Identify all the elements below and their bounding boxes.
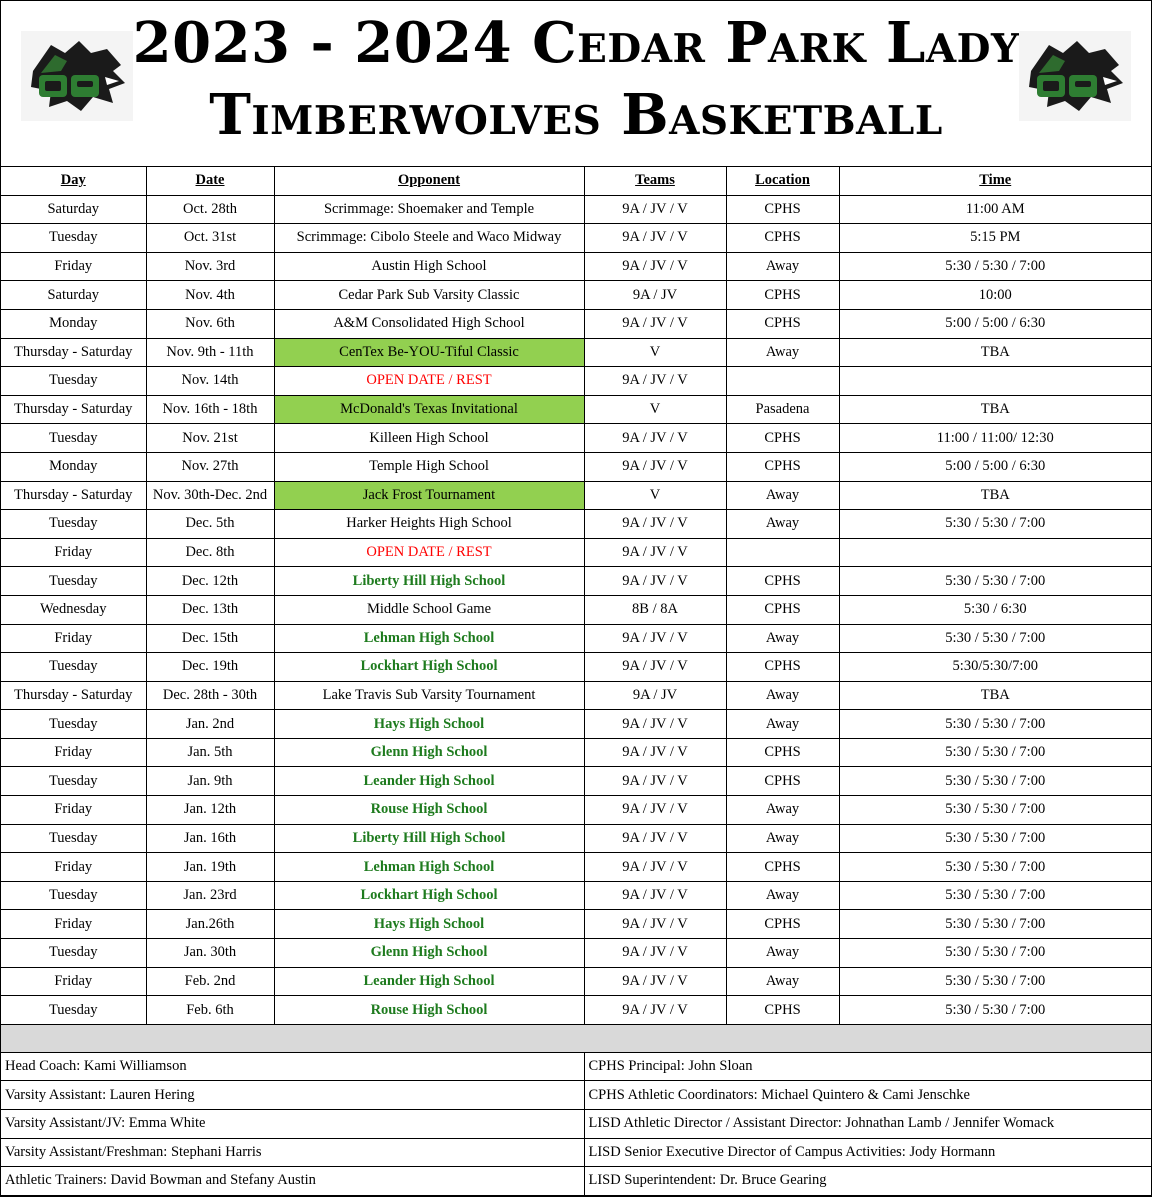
cell-location: Away bbox=[726, 824, 839, 853]
cell-day: Tuesday bbox=[1, 881, 146, 910]
cell-teams: 9A / JV / V bbox=[584, 624, 726, 653]
cell-opponent: McDonald's Texas Invitational bbox=[274, 395, 584, 424]
cell-day: Monday bbox=[1, 452, 146, 481]
table-row bbox=[1, 796, 1151, 825]
cell-time: TBA bbox=[839, 338, 1151, 367]
cell-location bbox=[726, 538, 839, 567]
cell-teams: 9A / JV / V bbox=[584, 252, 726, 281]
cell-date: Nov. 21st bbox=[146, 424, 274, 453]
table-row bbox=[1, 939, 1151, 968]
cell-opponent: Rouse High School bbox=[274, 996, 584, 1025]
cell-date: Dec. 12th bbox=[146, 567, 274, 596]
cell-location: Away bbox=[726, 510, 839, 539]
cell-opponent: Leander High School bbox=[274, 967, 584, 996]
cell-teams: V bbox=[584, 395, 726, 424]
column-header-teams: Teams bbox=[584, 167, 726, 195]
cell-time: 5:30 / 5:30 / 7:00 bbox=[839, 624, 1151, 653]
cell-date: Dec. 28th - 30th bbox=[146, 681, 274, 710]
cell-date: Jan. 19th bbox=[146, 853, 274, 882]
cell-time: 5:30 / 5:30 / 7:00 bbox=[839, 967, 1151, 996]
table-row bbox=[1, 767, 1151, 796]
cell-opponent: Hays High School bbox=[274, 910, 584, 939]
cell-time: 5:30 / 5:30 / 7:00 bbox=[839, 996, 1151, 1025]
cell-teams: V bbox=[584, 338, 726, 367]
cell-location: Away bbox=[726, 681, 839, 710]
cell-date: Dec. 15th bbox=[146, 624, 274, 653]
cell-location: CPHS bbox=[726, 595, 839, 624]
cell-location: CPHS bbox=[726, 424, 839, 453]
table-row bbox=[1, 653, 1151, 682]
cell-location: CPHS bbox=[726, 738, 839, 767]
cell-date: Jan. 16th bbox=[146, 824, 274, 853]
cell-opponent: Scrimmage: Cibolo Steele and Waco Midway bbox=[274, 224, 584, 253]
cell-opponent: Lehman High School bbox=[274, 853, 584, 882]
timberwolf-logo-icon bbox=[21, 31, 133, 121]
cell-time: 5:00 / 5:00 / 6:30 bbox=[839, 452, 1151, 481]
staff-left: Head Coach: Kami Williamson bbox=[1, 1052, 584, 1081]
table-row bbox=[1, 824, 1151, 853]
staff-row bbox=[1, 1138, 1151, 1167]
cell-opponent: Lake Travis Sub Varsity Tournament bbox=[274, 681, 584, 710]
cell-opponent: Harker Heights High School bbox=[274, 510, 584, 539]
cell-time: TBA bbox=[839, 395, 1151, 424]
cell-location: CPHS bbox=[726, 996, 839, 1025]
cell-teams: 9A / JV / V bbox=[584, 967, 726, 996]
table-row bbox=[1, 481, 1151, 510]
cell-location: Away bbox=[726, 338, 839, 367]
cell-location: CPHS bbox=[726, 452, 839, 481]
cell-location: Away bbox=[726, 967, 839, 996]
cell-day: Friday bbox=[1, 252, 146, 281]
table-row bbox=[1, 367, 1151, 396]
cell-teams: 9A / JV / V bbox=[584, 853, 726, 882]
cell-date: Dec. 19th bbox=[146, 653, 274, 682]
cell-day: Tuesday bbox=[1, 367, 146, 396]
cell-teams: 9A / JV / V bbox=[584, 309, 726, 338]
cell-date: Nov. 16th - 18th bbox=[146, 395, 274, 424]
cell-location: Away bbox=[726, 624, 839, 653]
cell-location: CPHS bbox=[726, 767, 839, 796]
cell-day: Saturday bbox=[1, 281, 146, 310]
cell-day: Tuesday bbox=[1, 824, 146, 853]
cell-day: Friday bbox=[1, 796, 146, 825]
cell-day: Tuesday bbox=[1, 510, 146, 539]
cell-opponent: Rouse High School bbox=[274, 796, 584, 825]
cell-date: Nov. 9th - 11th bbox=[146, 338, 274, 367]
cell-time: 11:00 AM bbox=[839, 195, 1151, 224]
table-row bbox=[1, 281, 1151, 310]
cell-time: 5:30 / 5:30 / 7:00 bbox=[839, 824, 1151, 853]
cell-time: 5:30 / 5:30 / 7:00 bbox=[839, 738, 1151, 767]
table-row bbox=[1, 424, 1151, 453]
cell-time: 5:30 / 5:30 / 7:00 bbox=[839, 510, 1151, 539]
cell-location: Away bbox=[726, 252, 839, 281]
table-row bbox=[1, 195, 1151, 224]
staff-row bbox=[1, 1167, 1151, 1196]
cell-opponent: Scrimmage: Shoemaker and Temple bbox=[274, 195, 584, 224]
header bbox=[1, 1, 1151, 167]
cell-time bbox=[839, 538, 1151, 567]
cell-opponent: Lockhart High School bbox=[274, 653, 584, 682]
spacer-row bbox=[1, 1024, 1151, 1052]
table-row bbox=[1, 595, 1151, 624]
cell-teams: 9A / JV / V bbox=[584, 939, 726, 968]
staff-left: Athletic Trainers: David Bowman and Stefany Austin bbox=[1, 1167, 584, 1196]
cell-date: Jan. 12th bbox=[146, 796, 274, 825]
cell-opponent: Killeen High School bbox=[274, 424, 584, 453]
cell-opponent: Lockhart High School bbox=[274, 881, 584, 910]
cell-teams: 9A / JV / V bbox=[584, 538, 726, 567]
cell-day: Monday bbox=[1, 309, 146, 338]
cell-teams: 9A / JV / V bbox=[584, 424, 726, 453]
header-row bbox=[1, 167, 1151, 195]
cell-location: Away bbox=[726, 796, 839, 825]
cell-date: Jan. 9th bbox=[146, 767, 274, 796]
cell-opponent: OPEN DATE / REST bbox=[274, 367, 584, 396]
cell-date: Nov. 3rd bbox=[146, 252, 274, 281]
cell-time: 5:30 / 5:30 / 7:00 bbox=[839, 252, 1151, 281]
staff-right: CPHS Athletic Coordinators: Michael Quintero & Cami Jenschke bbox=[584, 1081, 1151, 1110]
cell-day: Saturday bbox=[1, 195, 146, 224]
cell-opponent: Temple High School bbox=[274, 452, 584, 481]
cell-teams: 9A / JV / V bbox=[584, 510, 726, 539]
cell-teams: 9A / JV / V bbox=[584, 796, 726, 825]
cell-teams: 8B / 8A bbox=[584, 595, 726, 624]
staff-right: LISD Senior Executive Director of Campus Activities: Jody Hormann bbox=[584, 1138, 1151, 1167]
cell-teams: V bbox=[584, 481, 726, 510]
cell-day: Friday bbox=[1, 853, 146, 882]
cell-teams: 9A / JV / V bbox=[584, 452, 726, 481]
timberwolf-logo-icon bbox=[1019, 31, 1131, 121]
cell-teams: 9A / JV / V bbox=[584, 195, 726, 224]
cell-day: Friday bbox=[1, 910, 146, 939]
table-row bbox=[1, 967, 1151, 996]
table-row bbox=[1, 395, 1151, 424]
cell-day: Tuesday bbox=[1, 767, 146, 796]
cell-location: CPHS bbox=[726, 567, 839, 596]
cell-location: CPHS bbox=[726, 281, 839, 310]
cell-opponent: Cedar Park Sub Varsity Classic bbox=[274, 281, 584, 310]
cell-opponent: Glenn High School bbox=[274, 738, 584, 767]
cell-location: Away bbox=[726, 710, 839, 739]
cell-opponent: Middle School Game bbox=[274, 595, 584, 624]
table-row bbox=[1, 996, 1151, 1025]
cell-day: Thursday - Saturday bbox=[1, 681, 146, 710]
cell-location: CPHS bbox=[726, 309, 839, 338]
cell-date: Jan. 2nd bbox=[146, 710, 274, 739]
cell-teams: 9A / JV / V bbox=[584, 224, 726, 253]
cell-day: Friday bbox=[1, 538, 146, 567]
cell-day: Friday bbox=[1, 967, 146, 996]
cell-opponent: Jack Frost Tournament bbox=[274, 481, 584, 510]
staff-left: Varsity Assistant: Lauren Hering bbox=[1, 1081, 584, 1110]
cell-opponent: Glenn High School bbox=[274, 939, 584, 968]
cell-location bbox=[726, 367, 839, 396]
cell-location: CPHS bbox=[726, 910, 839, 939]
table-row bbox=[1, 881, 1151, 910]
cell-location: CPHS bbox=[726, 853, 839, 882]
cell-opponent: CenTex Be-YOU-Tiful Classic bbox=[274, 338, 584, 367]
cell-day: Wednesday bbox=[1, 595, 146, 624]
cell-opponent: OPEN DATE / REST bbox=[274, 538, 584, 567]
cell-location: Away bbox=[726, 481, 839, 510]
schedule-table bbox=[1, 167, 1151, 1196]
cell-time: 10:00 bbox=[839, 281, 1151, 310]
table-row bbox=[1, 252, 1151, 281]
cell-date: Feb. 6th bbox=[146, 996, 274, 1025]
cell-teams: 9A / JV / V bbox=[584, 567, 726, 596]
table-row bbox=[1, 224, 1151, 253]
cell-day: Thursday - Saturday bbox=[1, 395, 146, 424]
cell-time: 5:30 / 5:30 / 7:00 bbox=[839, 710, 1151, 739]
column-header-day: Day bbox=[1, 167, 146, 195]
cell-teams: 9A / JV / V bbox=[584, 653, 726, 682]
cell-time: 5:30/5:30/7:00 bbox=[839, 653, 1151, 682]
cell-time: 5:30 / 5:30 / 7:00 bbox=[839, 853, 1151, 882]
cell-teams: 9A / JV bbox=[584, 281, 726, 310]
cell-time: 5:30 / 5:30 / 7:00 bbox=[839, 767, 1151, 796]
table-row bbox=[1, 338, 1151, 367]
cell-teams: 9A / JV / V bbox=[584, 767, 726, 796]
cell-date: Jan. 23rd bbox=[146, 881, 274, 910]
cell-day: Tuesday bbox=[1, 653, 146, 682]
column-header-location: Location bbox=[726, 167, 839, 195]
table-row bbox=[1, 452, 1151, 481]
cell-date: Oct. 31st bbox=[146, 224, 274, 253]
table-row bbox=[1, 309, 1151, 338]
table-row bbox=[1, 624, 1151, 653]
cell-opponent: Liberty Hill High School bbox=[274, 824, 584, 853]
cell-time: 5:00 / 5:00 / 6:30 bbox=[839, 309, 1151, 338]
table-row bbox=[1, 710, 1151, 739]
table-row bbox=[1, 738, 1151, 767]
cell-day: Tuesday bbox=[1, 424, 146, 453]
cell-time: 5:30 / 5:30 / 7:00 bbox=[839, 910, 1151, 939]
cell-location: CPHS bbox=[726, 195, 839, 224]
cell-date: Dec. 8th bbox=[146, 538, 274, 567]
cell-time: 5:30 / 5:30 / 7:00 bbox=[839, 796, 1151, 825]
cell-opponent: Austin High School bbox=[274, 252, 584, 281]
staff-right: LISD Superintendent: Dr. Bruce Gearing bbox=[584, 1167, 1151, 1196]
staff-right: LISD Athletic Director / Assistant Director: Johnathan Lamb / Jennifer Womack bbox=[584, 1110, 1151, 1139]
cell-opponent: A&M Consolidated High School bbox=[274, 309, 584, 338]
table-row bbox=[1, 910, 1151, 939]
cell-date: Oct. 28th bbox=[146, 195, 274, 224]
cell-time: 11:00 / 11:00/ 12:30 bbox=[839, 424, 1151, 453]
cell-day: Thursday - Saturday bbox=[1, 481, 146, 510]
cell-time bbox=[839, 367, 1151, 396]
cell-day: Friday bbox=[1, 738, 146, 767]
cell-date: Nov. 4th bbox=[146, 281, 274, 310]
title-line-1: 2023 - 2024 Cedar Park Lady bbox=[132, 10, 1020, 76]
cell-date: Nov. 6th bbox=[146, 309, 274, 338]
cell-location: CPHS bbox=[726, 653, 839, 682]
cell-teams: 9A / JV / V bbox=[584, 710, 726, 739]
cell-date: Jan. 30th bbox=[146, 939, 274, 968]
page-title bbox=[131, 7, 1021, 151]
cell-date: Nov. 27th bbox=[146, 452, 274, 481]
cell-teams: 9A / JV / V bbox=[584, 910, 726, 939]
cell-day: Tuesday bbox=[1, 710, 146, 739]
column-header-opponent: Opponent bbox=[274, 167, 584, 195]
cell-date: Dec. 13th bbox=[146, 595, 274, 624]
cell-date: Dec. 5th bbox=[146, 510, 274, 539]
cell-location: Away bbox=[726, 881, 839, 910]
cell-time: 5:30 / 5:30 / 7:00 bbox=[839, 939, 1151, 968]
cell-date: Jan.26th bbox=[146, 910, 274, 939]
staff-right: CPHS Principal: John Sloan bbox=[584, 1052, 1151, 1081]
cell-date: Feb. 2nd bbox=[146, 967, 274, 996]
column-header-time: Time bbox=[839, 167, 1151, 195]
cell-opponent: Leander High School bbox=[274, 767, 584, 796]
cell-day: Tuesday bbox=[1, 224, 146, 253]
cell-time: 5:30 / 5:30 / 7:00 bbox=[839, 881, 1151, 910]
staff-left: Varsity Assistant/Freshman: Stephani Harris bbox=[1, 1138, 584, 1167]
cell-day: Friday bbox=[1, 624, 146, 653]
staff-row bbox=[1, 1052, 1151, 1081]
cell-day: Thursday - Saturday bbox=[1, 338, 146, 367]
cell-teams: 9A / JV / V bbox=[584, 881, 726, 910]
spacer-cell bbox=[1, 1024, 1151, 1052]
cell-location: Pasadena bbox=[726, 395, 839, 424]
table-row bbox=[1, 567, 1151, 596]
cell-time: 5:15 PM bbox=[839, 224, 1151, 253]
table-row bbox=[1, 510, 1151, 539]
cell-location: Away bbox=[726, 939, 839, 968]
staff-row bbox=[1, 1081, 1151, 1110]
staff-left: Varsity Assistant/JV: Emma White bbox=[1, 1110, 584, 1139]
cell-time: 5:30 / 5:30 / 7:00 bbox=[839, 567, 1151, 596]
table-row bbox=[1, 681, 1151, 710]
cell-date: Nov. 30th-Dec. 2nd bbox=[146, 481, 274, 510]
table-row bbox=[1, 853, 1151, 882]
cell-opponent: Liberty Hill High School bbox=[274, 567, 584, 596]
table-row bbox=[1, 538, 1151, 567]
cell-date: Nov. 14th bbox=[146, 367, 274, 396]
cell-location: CPHS bbox=[726, 224, 839, 253]
cell-teams: 9A / JV / V bbox=[584, 824, 726, 853]
cell-teams: 9A / JV bbox=[584, 681, 726, 710]
title-line-2: Timberwolves Basketball bbox=[209, 82, 943, 148]
staff-row bbox=[1, 1110, 1151, 1139]
cell-day: Tuesday bbox=[1, 996, 146, 1025]
cell-teams: 9A / JV / V bbox=[584, 738, 726, 767]
cell-day: Tuesday bbox=[1, 939, 146, 968]
column-header-date: Date bbox=[146, 167, 274, 195]
cell-date: Jan. 5th bbox=[146, 738, 274, 767]
cell-time: 5:30 / 6:30 bbox=[839, 595, 1151, 624]
cell-opponent: Lehman High School bbox=[274, 624, 584, 653]
cell-day: Tuesday bbox=[1, 567, 146, 596]
cell-teams: 9A / JV / V bbox=[584, 367, 726, 396]
cell-opponent: Hays High School bbox=[274, 710, 584, 739]
cell-time: TBA bbox=[839, 681, 1151, 710]
cell-teams: 9A / JV / V bbox=[584, 996, 726, 1025]
cell-time: TBA bbox=[839, 481, 1151, 510]
